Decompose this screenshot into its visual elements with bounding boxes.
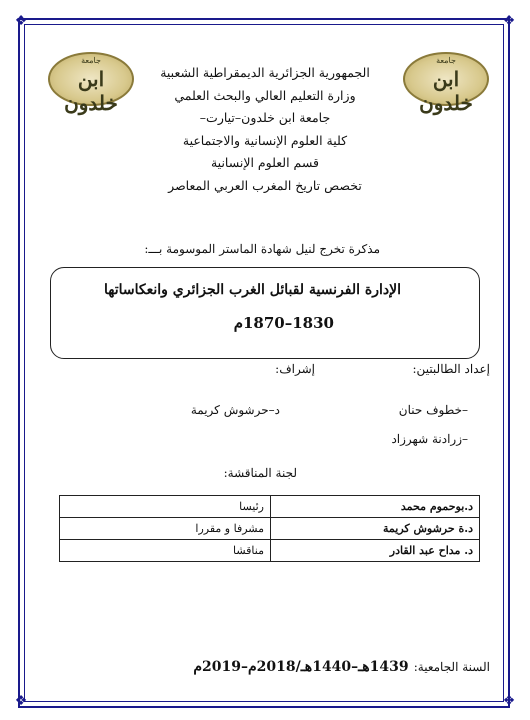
supervisor-name: د–حرشوش كريمة [190, 403, 280, 417]
thesis-title: الإدارة الفرنسية لقبائل الغرب الجزائري وانعكاساتها [104, 282, 401, 298]
header-department: قسم العلوم الإنسانية [210, 155, 320, 170]
thesis-period: 1830–1870م [233, 314, 334, 332]
academic-year-value: 1439هـ–1440هـ/2018م–2019م [193, 659, 409, 675]
table-row [60, 496, 480, 518]
supervision-label: إشراف: [275, 362, 315, 376]
student-name-2: –زرادنة شهرزاد [391, 432, 468, 446]
table-row [60, 518, 480, 540]
corner-ornament-icon: ❖ [14, 13, 28, 29]
committee-table [59, 495, 480, 562]
committee-member-name: د.ة حرشوش كريمة [271, 518, 480, 540]
student-name-1: –خطوف حنان [398, 403, 468, 417]
committee-member-role: رئيسا [60, 496, 271, 518]
table-row [60, 540, 480, 562]
committee-label: لجنة المناقشة: [223, 466, 297, 480]
corner-ornament-icon: ❖ [502, 13, 516, 29]
committee-member-name: د. مداح عبد القادر [271, 540, 480, 562]
thesis-title-box [50, 267, 480, 359]
seal-top-text: جامعة [81, 56, 101, 65]
seal-main-text: ابن خلدون [64, 67, 118, 115]
university-seal-icon [403, 52, 489, 115]
header-faculty: كلية العلوم الإنسانية والاجتماعية [182, 132, 348, 148]
header-university: جامعة ابن خلدون–تيارت– [199, 110, 331, 125]
seal-main-text: ابن خلدون [419, 67, 473, 115]
committee-member-name: د.بوحموم محمد [271, 496, 480, 518]
corner-ornament-icon: ❖ [14, 693, 28, 709]
academic-year [193, 656, 490, 675]
committee-member-role: مناقشا [60, 540, 271, 562]
corner-ornament-icon: ❖ [502, 693, 516, 709]
committee-member-role: مشرفا و مقررا [60, 518, 271, 540]
memo-intro: مذكرة تخرج لنيل شهادة الماستر الموسومة بـــ: [144, 242, 380, 256]
header-republic: الجمهورية الجزائرية الديمقراطية الشعبية [160, 65, 370, 80]
seal-top-text: جامعة [436, 56, 456, 65]
header-ministry: وزارة التعليم العالي والبحث العلمي [174, 87, 356, 103]
institution-header [120, 62, 410, 197]
academic-year-label: السنة الجامعية: [413, 660, 490, 674]
students-label: إعداد الطالبتين: [412, 362, 490, 376]
header-specialty: تخصص تاريخ المغرب العربي المعاصر [168, 177, 362, 193]
